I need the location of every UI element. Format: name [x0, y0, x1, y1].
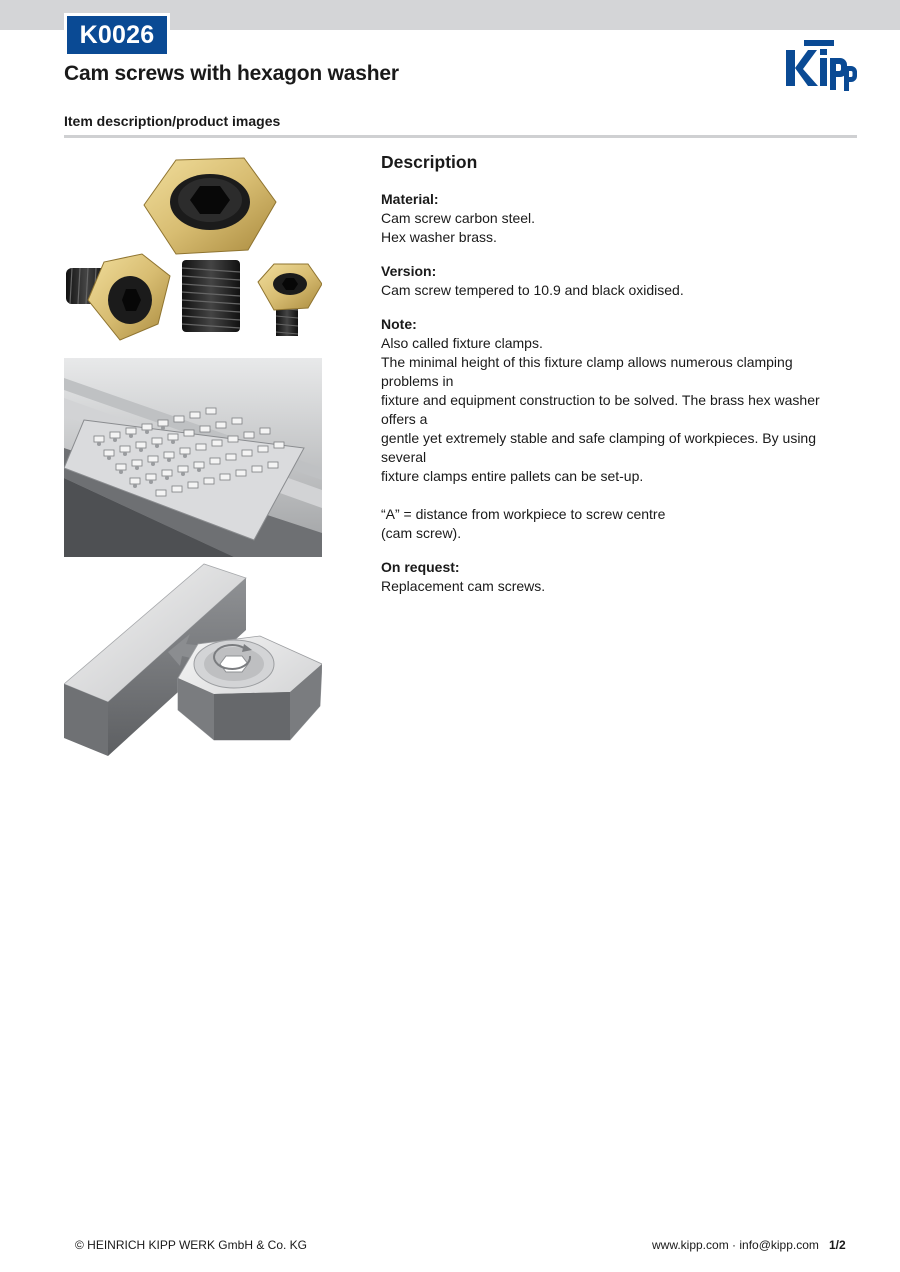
on-request-label: On request:: [381, 559, 460, 575]
page-title: Cam screws with hexagon washer: [64, 62, 399, 85]
description-heading: Description: [381, 152, 478, 172]
product-image-cam-screws: [64, 150, 322, 355]
note-label: Note:: [381, 316, 417, 332]
clamp-diagram-icon: [64, 560, 322, 760]
material-line: Cam screw carbon steel.: [381, 210, 536, 226]
note-line: fixture and equipment construction to be solved. The brass hex washer offers a: [381, 392, 820, 427]
material-label: Material:: [381, 191, 439, 207]
section-divider: [64, 135, 857, 138]
pallet-fixture-icon: [64, 358, 322, 557]
version-text: Cam screw tempered to 10.9 and black oxidised.: [381, 282, 684, 298]
kipp-logo: [784, 38, 858, 92]
footer-copyright: © HEINRICH KIPP WERK GmbH & Co. KG: [75, 1238, 307, 1252]
section-label: Item description/product images: [64, 113, 281, 129]
note-line: Also called fixture clamps.: [381, 335, 543, 351]
page-number: 1/2: [829, 1238, 846, 1252]
note-line: The minimal height of this fixture clamp allows numerous clamping problems in: [381, 354, 793, 389]
article-code-badge: K0026: [64, 13, 170, 57]
a-distance-line: (cam screw).: [381, 525, 462, 541]
footer-contact: www.kipp.com · info@kipp.com: [652, 1238, 819, 1252]
note-line: fixture clamps entire pallets can be set-up.: [381, 468, 644, 484]
description-section: [381, 150, 841, 596]
note-line: gentle yet extremely stable and safe clamping of workpieces. By using several: [381, 430, 817, 465]
material-line: Hex washer brass.: [381, 229, 497, 245]
product-image-pallet: [64, 358, 322, 557]
on-request-text: Replacement cam screws.: [381, 578, 546, 594]
a-distance-line: “A” = distance from workpiece to screw centre: [381, 506, 666, 522]
version-label: Version:: [381, 263, 437, 279]
kipp-logo-icon: [784, 38, 858, 92]
product-image-clamp-diagram: [64, 560, 322, 760]
product-cam-screws-icon: [64, 150, 322, 355]
